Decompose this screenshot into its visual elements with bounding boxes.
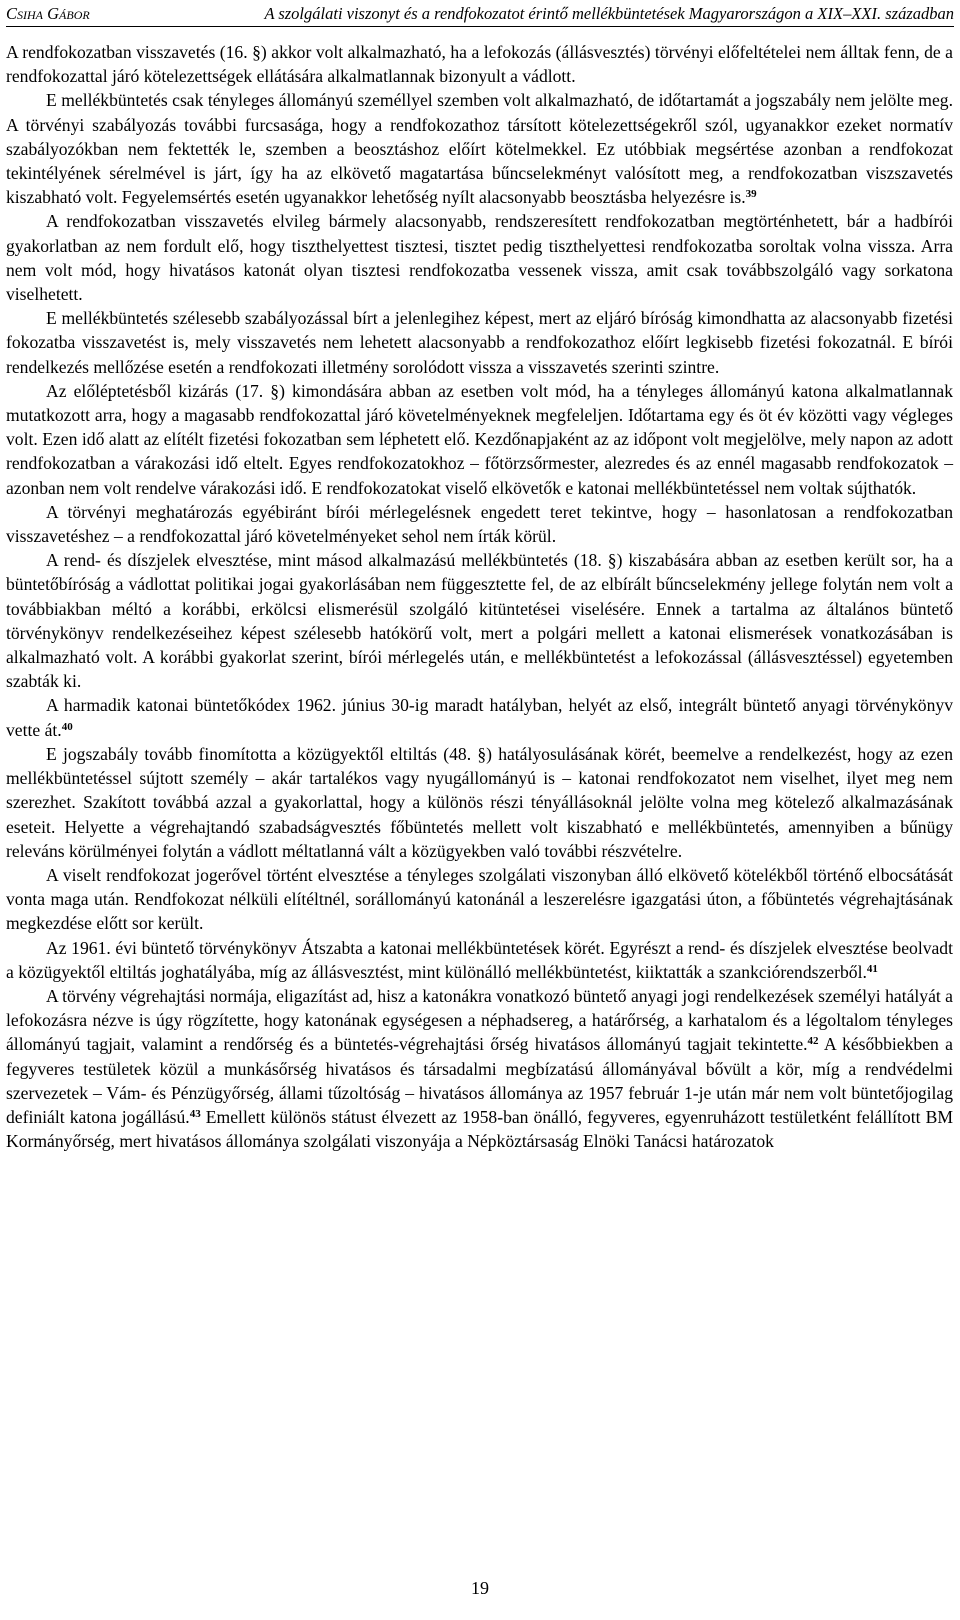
paragraph-text: A harmadik katonai büntetőkódex 1962. június 30-ig maradt hatályban, helyét az első, integrált büntető anyagi törvénykönyv vette át. <box>6 695 953 740</box>
paragraph-text: A viselt rendfokozat jogerővel történt elvesztése a tényleges szolgálati viszonyban álló elkövető kötelékből történő elbocsátását vonta maga után. Rendfokozat nélküli elítéltnél, sorállományú katonánál a leszerelésre igazgatási úton, a főbüntetés végrehajtásának megkezdése előtt sor került. <box>6 864 953 934</box>
body-text <box>6 40 953 1153</box>
footnote-ref[interactable]: 39 <box>745 188 757 201</box>
paragraph <box>6 500 953 548</box>
paragraph-text: Az előléptetésből kizárás (17. §) kimondására abban az esetben volt mód, ha a tényleges állományú katona alkalmatlannak mutatkozott arra, hogy a magasabb rendfokozattal járó követelményeknek megfeleljen. Időtartama egy és öt év közötti vagy végleges volt. Ezen idő alatt az elítélt fizetési fokozatban sem léphetett elő. Kezdőnapjaként az az időpont volt megjelölve, mely napon az adott rendfokozatban a várakozási idő eltelt. Egyes rendfokozatokhoz – főtörzsőrmester, alezredes és az ennél magasabb rendfokozatok – azonban nem volt rendelve várakozási idő. E rendfokozatokat viselő elkövetők e katonai mellékbüntetéssel nem voltak sújthatók. <box>6 380 953 498</box>
paragraph-text: E mellékbüntetés szélesebb szabályozással bírt a jelenlegihez képest, mert az eljáró bíróság kimondhatta az alacsonyabb fizetési fokozatba visszavetést is, mely visszavetés nem lehetett alacsonyabb a rendfokozathoz előírt legkisebb fizetési fokozatnál. E bírói rendelkezés mellőzése esetén a rendfokozati illetmény sorolódott vissza a visszavetés szerinti szintre. <box>6 308 953 377</box>
footnote-ref[interactable]: 43 <box>189 1107 201 1120</box>
paragraph-text: A törvény végrehajtási normája, eligazítást ad, hisz a katonákra vonatkozó büntető anyagi jogi rendelkezések személyi hatályát a lefokozásra nézve is úgy rögzítette, hogy katonának egységesen a néphadsereg, a határőrség, a karhatalom és a légoltalom tényleges állományú tagjait, valamint a rendőrség és a büntetés-végrehajtási őrség hivatásos állományú tagjait tekintette. <box>6 985 953 1055</box>
paragraph <box>6 548 953 693</box>
header-author <box>6 4 90 24</box>
paragraph <box>6 88 953 209</box>
paragraph-text: A későbbiekben a fegyveres testületek közül a munkásőrség hivatásos és társadalmi megbízatású állományával bővült a kör, míg a rendvédelmi szervezetek – Vám- és Pénzügyőrség, állami tűzoltóság – hivatásos állománya az 1957 február 1-je után már nem volt büntetőjogilag definiált katona jogállású. <box>6 1034 953 1127</box>
paragraph-text: A törvényi meghatározás egyébiránt bírói mérlegelésnek engedett teret tekintve, hogy – hasonlatosan a rendfokozatban visszavetéshez – a rendfokozattal járó követelményeket sehol nem írták körül. <box>6 501 953 547</box>
paragraph <box>6 693 953 741</box>
footnote-ref[interactable]: 42 <box>807 1035 819 1048</box>
paragraph <box>6 40 953 88</box>
paragraph-text: E jogszabály tovább finomította a közügyektől eltiltás (48. §) hatályosulásának körét, beemelve a rendelkezést, hogy az ezen mellékbüntetéssel sújtott személy – akár tartalékos vagy nyugállományú is – katonai rendfokozatot nem viselhet, ilyet meg nem szerezhet. Szakított továbbá azzal a gyakorlattal, hogy a különös részi tényállásoknál jelölte volna meg kötelező alkalmazásának eseteit. Helyette a végrehajtandó szabadságvesztés főbüntetés mellett volt kiszabható e mellékbüntetés, amennyiben a bűnügy releváns körülményei folytán a vádlott méltatlanná vált a közügyekben való további részvételre. <box>6 743 953 861</box>
paragraph-text: Emellett különös státust élvezett az 1958-ban önálló, fegyveres, egyenruházott testületként felállított BM Kormányőrség, mert hivatásos állománya szolgálati viszonyája a Népköztársaság Elnöki Tanácsi határozatok <box>6 1106 953 1152</box>
paragraph <box>6 936 953 984</box>
header-author-text: Csiha Gábor <box>6 4 90 23</box>
header-title: A szolgálati viszonyt és a rendfokozatot érintő mellékbüntetések Magyarországon a XIX–XXI. században <box>264 4 954 23</box>
paragraph <box>6 984 953 1153</box>
paragraph <box>6 863 953 936</box>
paragraph <box>6 379 953 500</box>
paragraph-text: Az 1961. évi büntető törvénykönyv Átszabta a katonai mellékbüntetések körét. Egyrészt a rend- és díszjelek elvesztése beolvadt a közügyektől eltiltás joghatályába, míg az állásvesztést, mint különálló mellékbüntetést, kiiktatták a szankciórendszerből. <box>6 937 953 982</box>
running-header <box>6 4 954 27</box>
paragraph-text: A rend- és díszjelek elvesztése, mint másod alkalmazású mellékbüntetés (18. §) kiszabására abban az esetben került sor, ha a büntetőbíróság a vádlottat politikai jogai gyakorlásában nem függesztette fel, de az elbírált bűncselekmény jellege folytán nem volt a továbbiakban méltó a korábbi, erkölcsi elismerésül szolgáló kitüntetései viselésére. Ennek a tartalma az általános büntető törvénykönyv rendelkezéseihez képest szélesebb hatókörű volt, mert a polgári mellett a katonai elismerések vonatkozásában is alkalmazható volt. A korábbi gyakorlat szerint, bírói mérlegelés után, e mellékbüntetést a lefokozással (állásvesztéssel) egyetemben szabták ki. <box>6 550 953 692</box>
paragraph <box>6 306 953 379</box>
footnote-ref[interactable]: 41 <box>866 962 878 975</box>
paragraph-text: A rendfokozatban visszavetés (16. §) akkor volt alkalmazható, ha a lefokozás (állásvesztés) törvényi előfeltételei nem álltak fenn, de a rendfokozattal járó kötelezettségek ellátására alkalmatlannak bizonyult a vádlott. <box>6 42 953 87</box>
paragraph <box>6 742 953 863</box>
paragraph-text: E mellékbüntetés csak tényleges állományú személlyel szemben volt alkalmazható, de időtartamát a jogszabály nem jelölte meg. A törvényi szabályozás további furcsasága, hogy a rendfokozathoz társított kötelezettségekről szól, ugyanakkor ezeket normatív szabályozókban nem fektették le, szemben a beosztáshoz előírt kötelmekkel. Ez utóbbiak megsértése azonban a rendfokozat tekintélyének sérelmével is járt, így ha az elkövető magatartása bűncselekményt valósított meg, a rendfokozatban viszszavetés kiszabható volt. Fegyelemsértés esetén ugyanakkor lehetőség nyílt alacsonyabb beosztásba helyezésre is. <box>6 90 953 208</box>
paragraph <box>6 209 953 306</box>
paragraph-text: A rendfokozatban visszavetés elvileg bármely alacsonyabb, rendszeresített rendfokozatban megtörténhetett, bár a hadbírói gyakorlatban az nem fordult elő, hogy tiszthelyettest tisztesi, tisztet pedig tiszthelyettesi rendfokozatba soroltak volna vissza. Arra nem volt mód, hogy hivatásos katonát olyan tisztesi rendfokozatba vessenek vissza, amit csak továbbszolgáló vagy sorkatona viselhetett. <box>6 211 953 305</box>
page-number: 19 <box>471 1578 489 1598</box>
footnote-ref[interactable]: 40 <box>61 720 73 733</box>
